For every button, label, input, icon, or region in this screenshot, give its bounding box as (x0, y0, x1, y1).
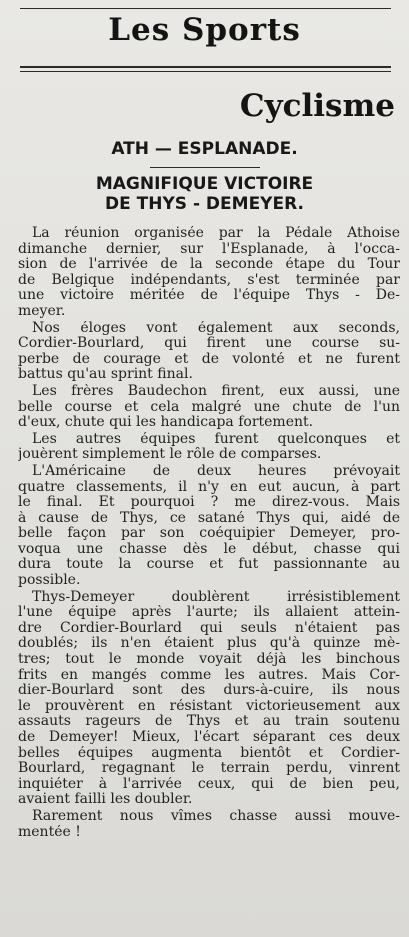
article-paragraph (18, 384, 400, 431)
text-line: belles équipes augmenta bientôt et Cordier- (18, 745, 400, 761)
text-line: mentée ! (18, 824, 81, 840)
event-subheading: ATH — ESPLANADE. (111, 139, 298, 159)
text-line: dre Cordier-Bourlard qui seuls n'étaient pas (18, 620, 400, 636)
text-line: La réunion organisée par la Pédale Athoise (32, 226, 400, 241)
text-line: inquiéter à l'arrivée ceux, qui de bien peu, (18, 776, 400, 792)
text-line: assauts rageurs de Thys et au train soutenu (18, 714, 400, 730)
article-body (18, 226, 400, 841)
section-rule-thick (20, 66, 391, 68)
text-line: frits en mangés comme les autres. Mais Cor- (18, 667, 400, 683)
article-paragraph (18, 590, 400, 808)
text-line: d'eux, chute qui les handicapa fortement. (18, 415, 314, 431)
text-line: dura toute la course et fut passionnante au (18, 557, 400, 573)
text-line: belle course et cela malgré une chute de l'un (18, 399, 400, 415)
article-paragraph (18, 226, 400, 320)
text-line: dier-Bourlard sont des durs-à-cuire, ils nous (18, 683, 400, 699)
text-line: avaient failli les doubler. (18, 792, 193, 808)
text-line: Bourlard, regagnant le terrain perdu, vinrent (18, 761, 400, 777)
section-title: Les Sports (108, 12, 301, 48)
text-line: battus qu'au sprint final. (18, 367, 193, 383)
text-line: de Demeyer! Mieux, l'écart séparant ces deux (18, 730, 400, 745)
text-line: quatre classements, il n'y en eut aucun, à part (18, 479, 400, 495)
text-line: perbe de courage et de volonté et ne furent (18, 351, 400, 367)
text-line: une victoire méritée de l'équipe Thys - De- (18, 288, 400, 304)
text-line: Nos éloges vont également aux seconds, (32, 320, 400, 336)
top-rule (20, 8, 391, 9)
text-line: Les frères Baudechon firent, eux aussi, une (32, 383, 400, 399)
text-line: Les autres équipes furent quelconques et (32, 431, 400, 447)
text-line: le final. Et pourquoi ? me direz-vous. Mais (18, 495, 400, 511)
text-line: jouèrent simplement le rôle de comparses. (18, 447, 322, 463)
article-headline (0, 174, 409, 214)
article-paragraph (18, 321, 400, 383)
headline-line: MAGNIFIQUE VICTOIRE (95, 174, 314, 194)
text-line: Thys-Demeyer doublèrent irrésistiblement (32, 589, 400, 605)
text-line: de Belgique indépendants, s'est terminée par (18, 272, 400, 288)
subheading-rule (150, 167, 260, 168)
text-line: tres; tout le monde voyait déjà les binchous (18, 652, 400, 668)
text-line: Cordier-Bourlard, qui firent une course su- (18, 336, 400, 352)
text-line: sion de l'arrivée de la seconde étape du Tour (18, 257, 400, 273)
section-rule-thin (20, 71, 391, 72)
text-line: doublés; ils n'en étaient plus qu'à quinze mè- (18, 636, 400, 652)
category-heading: Cyclisme (239, 88, 395, 124)
article-paragraph (18, 809, 400, 840)
text-line: belle façon par son coéquipier Demeyer, pro- (18, 526, 400, 542)
article-paragraph (18, 464, 400, 589)
text-line: dimanche dernier, sur l'Esplanade, à l'occa- (18, 241, 400, 257)
text-line: l'une équipe après l'aurte; ils allaient attein- (18, 605, 400, 621)
headline-line: DE THYS - DEMEYER. (105, 194, 304, 214)
text-line: Rarement nous vîmes chasse aussi mouve- (32, 808, 400, 824)
text-line: à cause de Thys, ce satané Thys qui, aidé de (18, 510, 400, 526)
text-line: L'Américaine de deux heures prévoyait (32, 463, 400, 479)
text-line: possible. (18, 573, 81, 589)
text-line: le prouvèrent en résistant victorieusement aux (18, 698, 400, 714)
text-line: meyer. (18, 303, 66, 319)
text-line: voqua une chasse dès le début, chasse qui (18, 541, 400, 557)
article-paragraph (18, 432, 400, 463)
